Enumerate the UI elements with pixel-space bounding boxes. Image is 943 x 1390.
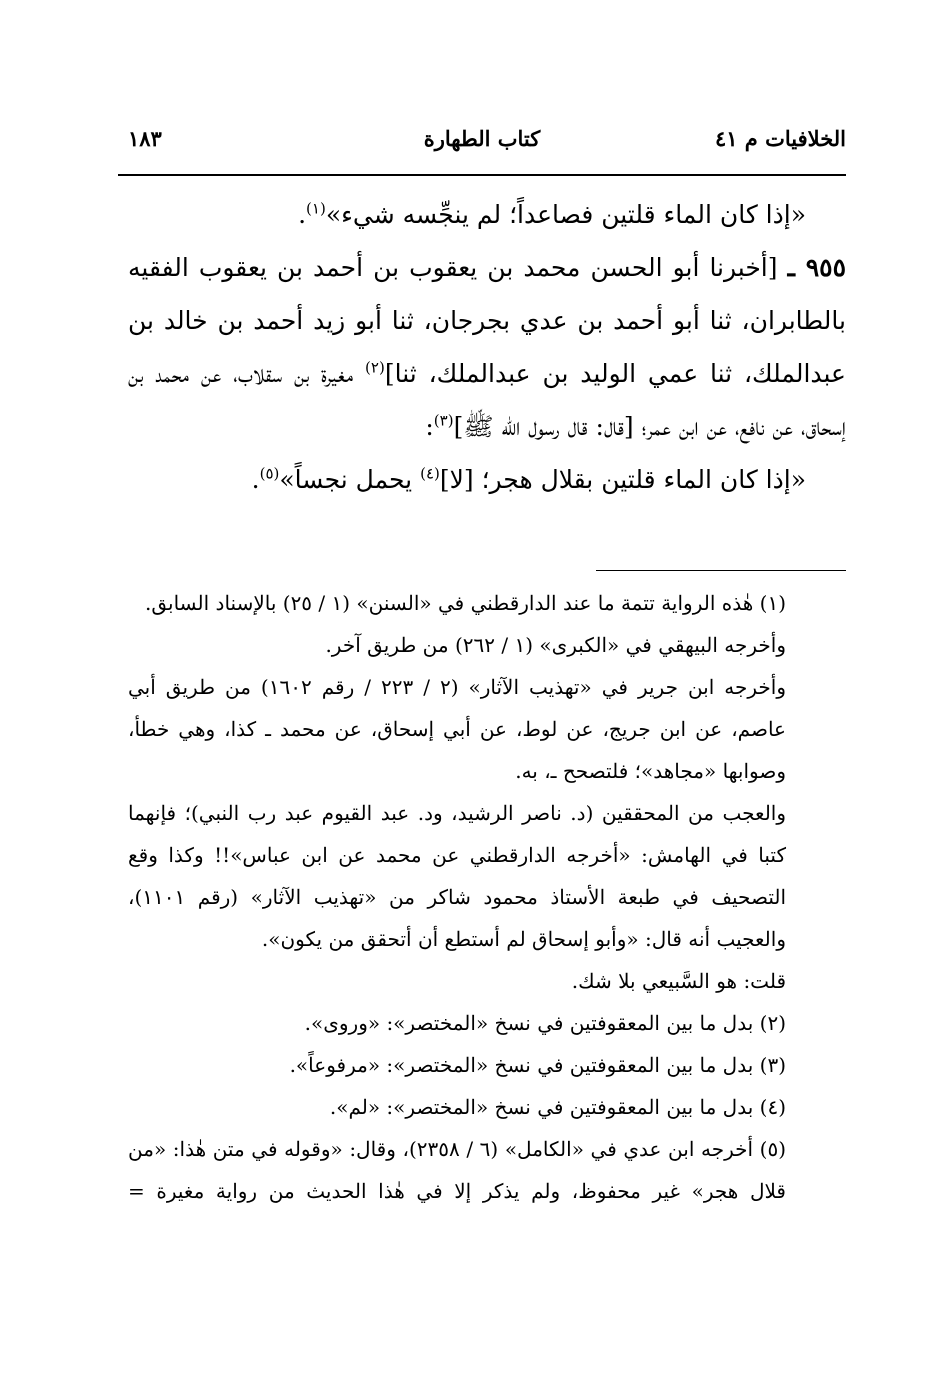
isnad-text-b: مغيرة بن سقلاب، عن محمد بن إسحاق، عن نافع، عن ابن عمر؛ [قال: قال رسول الله ﷺ] [128, 359, 846, 441]
footnote-4: (٤) بدل ما بين المعقوفتين في نسخ «المختصر»: «لم». [329, 1095, 786, 1119]
isnad-text-a: [أخبرنا أبو الحسن محمد بن يعقوب بن أحمد بن يعقوب الفقيه بالطابران، ثنا أبو أحمد بن عدي بجرجان، ثنا أبو زيد أحمد بن خالد بن عبدالملك، ثنا عمي الوليد بن عبدالملك، ثنا] [128, 253, 846, 388]
footnote-ref-5: (٥) [259, 464, 280, 483]
quote2-end: . [251, 465, 260, 494]
running-title: الخلافيات م ٤١ [714, 126, 846, 151]
hadith-paragraph [128, 241, 846, 453]
quote-text: «إذا كان الماء قلتين فصاعداً؛ لم ينجِّسه شيء» [325, 200, 806, 229]
footnote-1e: قلت: هو السَّبيعي بلا شك. [571, 969, 786, 993]
footnote-1a: (١) هٰذه الرواية تتمة ما عند الدارقطني في «السنن» (١ / ٢٥) بالإسناد السابق. [144, 591, 786, 615]
header-rule [118, 174, 846, 176]
hadith-number: ٩٥٥ ـ [787, 253, 847, 282]
footnote-1c: وأخرجه ابن جرير في «تهذيب الآثار» (٢ / ٢٢٣ / رقم ١٦٠٢) من طريق أبي عاصم، عن ابن جريج، عن لوط، عن أبي إسحاق، عن محمد ـ كذا، وهي خطأ، وصوابها «مجاهد»؛ فلتصحح ـ، به. [128, 675, 786, 783]
chapter-title: كتاب الطهارة [423, 126, 541, 151]
footnotes [128, 582, 846, 1212]
footnote-2: (٢) بدل ما بين المعقوفتين في نسخ «المختصر»: «وروى». [304, 1011, 786, 1035]
page-number: ١٨٣ [128, 126, 162, 151]
footnote-ref-2: (٢) [365, 358, 385, 377]
hadith-quote-1 [128, 188, 846, 241]
footnote-5: (٥) أخرجه ابن عدي في «الكامل» (٦ / ٢٣٥٨)، وقال: «وقوله في متن هٰذا: «من قلال هجر» غير محفوظ، ولم يذكر إلا في هٰذا الحديث من رواية مغيرة = [128, 1137, 787, 1203]
hadith-quote-2 [128, 453, 846, 506]
running-header [118, 126, 846, 166]
quote2-text-b: يحمل نجساً» [279, 465, 421, 494]
quote2-text-a: «إذا كان الماء قلتين بقلال هجر؛ [لا] [439, 465, 806, 494]
footnote-ref-1: (١) [306, 199, 326, 218]
isnad-text-c: : [425, 412, 434, 441]
footnote-rule [596, 570, 846, 571]
footnote-1b: وأخرجه البيهقي في «الكبرى» (١ / ٢٦٢) من طريق آخر. [325, 633, 786, 657]
main-text [128, 188, 846, 506]
footnote-1d: والعجب من المحققين (د. ناصر الرشيد، ود. عبد القيوم عبد رب النبي)؛ فإنهما كتبا في الهامش: «أخرجه الدارقطني عن محمد عن ابن عباس»!! وكذا وقع التصحيف في طبعة الأستاذ محمود شاكر من «تهذيب الآثار» (رقم ١١٠١)، والعجيب أنه قال: «وأبو إسحاق لم أستطع أن أتحقق من يكون». [128, 801, 786, 951]
quote-end: . [298, 200, 307, 229]
footnote-3: (٣) بدل ما بين المعقوفتين في نسخ «المختصر»: «مرفوعاً». [289, 1053, 786, 1077]
footnote-ref-3: (٣) [433, 411, 454, 430]
footnote-ref-4: (٤) [420, 464, 440, 483]
